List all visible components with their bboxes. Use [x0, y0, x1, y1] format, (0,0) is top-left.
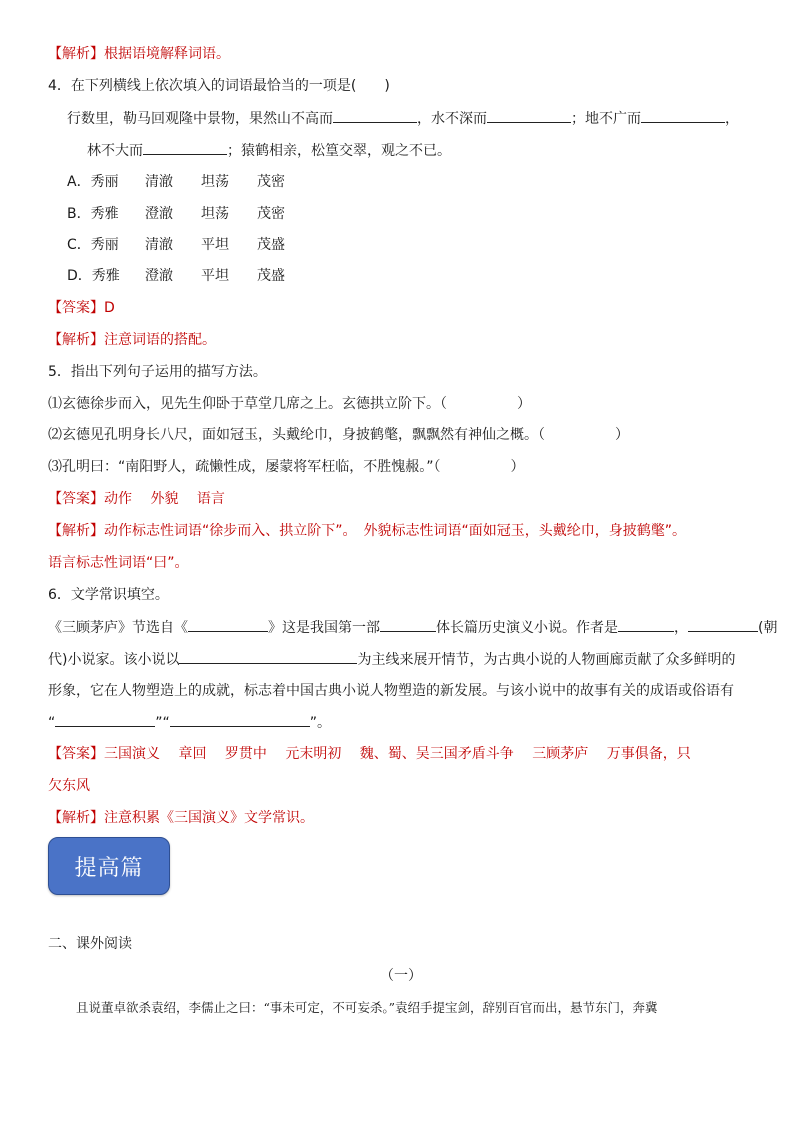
option-word: 坦荡	[201, 174, 229, 190]
answer-text: 三国演义 章回 罗贯中 元末明初 魏、蜀、吴三国矛盾斗争 三顾茅庐 万事俱备，只	[104, 746, 691, 762]
fill-blank	[170, 712, 310, 727]
text-segment: ；猿鹤相亲，松篁交翠，观之不已。	[227, 143, 451, 159]
q4-passage-line2	[87, 140, 451, 161]
answer-text: 动作 外貌 语言	[104, 491, 225, 507]
analysis-text: 注意词语的搭配。	[104, 332, 216, 348]
section-title: 二、课外阅读	[48, 936, 132, 952]
analysis-tag: 【解析】	[48, 523, 104, 539]
answer-tag: 【答案】	[48, 300, 104, 316]
q6-line1	[48, 617, 777, 638]
option-word: 坦荡	[201, 206, 229, 222]
passage-line: 且说董卓欲杀袁绍，李儒止之曰：“事未可定，不可妄杀。”袁绍手提宝剑，辞别百官而出，悬节东门，奔冀	[76, 1000, 658, 1015]
option-word: 茂盛	[257, 237, 285, 253]
analysis-text: 动作标志性词语“徐步而入、拱立阶下”。 外貌标志性词语“面如冠玉，头戴纶巾，身披鹤氅”。	[104, 523, 687, 539]
fill-blank	[143, 140, 227, 155]
analysis-text: 根据语境解释词语。	[104, 46, 230, 62]
text-segment: ；地不广而	[571, 111, 641, 127]
option-word: 茂盛	[257, 268, 285, 284]
q5-answer	[48, 489, 225, 509]
q3-analysis	[48, 44, 230, 64]
answer-tag: 【答案】	[48, 491, 104, 507]
q6-answer-cont: 欠东风	[48, 778, 90, 794]
q4-option-a	[67, 172, 285, 192]
fill-blank	[188, 617, 268, 632]
fill-blank	[618, 617, 674, 632]
q6-line4	[48, 712, 331, 733]
text-segment: 体长篇历史演义小说。作者是	[436, 620, 618, 636]
fill-blank	[641, 108, 725, 123]
q5-analysis	[48, 521, 686, 541]
section-badge: 提高篇	[48, 837, 170, 895]
fill-blank	[179, 649, 357, 664]
q4-answer	[48, 298, 115, 318]
option-word: 茂密	[257, 174, 285, 190]
fill-blank	[688, 617, 758, 632]
q6-analysis	[48, 808, 314, 828]
text-segment: 为主线来展开情节，为古典小说的人物画廊贡献了众多鲜明的	[357, 652, 736, 668]
q6-line2	[48, 649, 735, 670]
option-label: A．秀丽	[67, 174, 119, 190]
part-heading: （一）	[380, 968, 422, 984]
option-label: C．秀丽	[67, 237, 119, 253]
analysis-tag: 【解析】	[48, 332, 104, 348]
text-segment: 代)小说家。该小说以	[48, 652, 180, 668]
q4-passage-line1	[67, 108, 739, 129]
q5-sentence-3: ⑶孔明曰：“南阳野人，疏懒性成，屡蒙将军枉临，不胜愧赧。”（ ）	[48, 459, 525, 475]
option-word: 平坦	[201, 237, 229, 253]
answer-text: D	[104, 300, 115, 316]
option-label: D．秀雅	[67, 268, 120, 284]
q5-analysis-cont: 语言标志性词语“曰”。	[48, 555, 189, 571]
text-segment: (朝	[758, 620, 778, 636]
q6-line3: 形象，它在人物塑造上的成就，标志着中国古典小说人物塑造的新发展。与该小说中的故事有关的成语或俗语有	[48, 683, 734, 699]
q4-option-d	[67, 266, 285, 286]
text-segment: 》这是我国第一部	[268, 620, 380, 636]
text-segment: ，	[725, 111, 739, 127]
option-label: B．秀雅	[67, 206, 119, 222]
option-word: 清澈	[145, 174, 173, 190]
text-segment: ，水不深而	[417, 111, 487, 127]
option-word: 清澈	[145, 237, 173, 253]
analysis-tag: 【解析】	[48, 46, 104, 62]
analysis-tag: 【解析】	[48, 810, 104, 826]
fill-blank	[333, 108, 417, 123]
q4-option-c	[67, 235, 285, 255]
option-word: 平坦	[201, 268, 229, 284]
text-segment: ”。	[309, 715, 332, 731]
analysis-text: 注意积累《三国演义》文学常识。	[104, 810, 314, 826]
q6-answer	[48, 744, 691, 764]
option-word: 茂密	[257, 206, 285, 222]
text-segment: “	[48, 715, 56, 731]
q4-option-b	[67, 204, 285, 224]
q4-analysis	[48, 330, 216, 350]
fill-blank	[55, 712, 155, 727]
q5-stem: 5．指出下列句子运用的描写方法。	[48, 364, 267, 380]
q5-sentence-1: ⑴玄德徐步而入，见先生仰卧于草堂几席之上。玄德拱立阶下。（ ）	[48, 396, 531, 412]
fill-blank	[487, 108, 571, 123]
text-segment: ，	[674, 620, 688, 636]
q4-stem: 4．在下列横线上依次填入的词语最恰当的一项是( )	[48, 78, 390, 94]
text-segment: ”“	[155, 715, 170, 731]
option-word: 澄澈	[145, 206, 173, 222]
option-word: 澄澈	[145, 268, 173, 284]
q6-stem: 6．文学常识填空。	[48, 587, 169, 603]
answer-tag: 【答案】	[48, 746, 104, 762]
q5-sentence-2: ⑵玄德见孔明身长八尺，面如冠玉，头戴纶巾，身披鹤氅，飘飘然有神仙之概。（ ）	[48, 427, 629, 443]
fill-blank	[380, 617, 436, 632]
text-segment: 林不大而	[87, 143, 143, 159]
text-segment: 行数里，勒马回观隆中景物，果然山不高而	[67, 111, 333, 127]
text-segment: 《三顾茅庐》节选自《	[48, 620, 188, 636]
